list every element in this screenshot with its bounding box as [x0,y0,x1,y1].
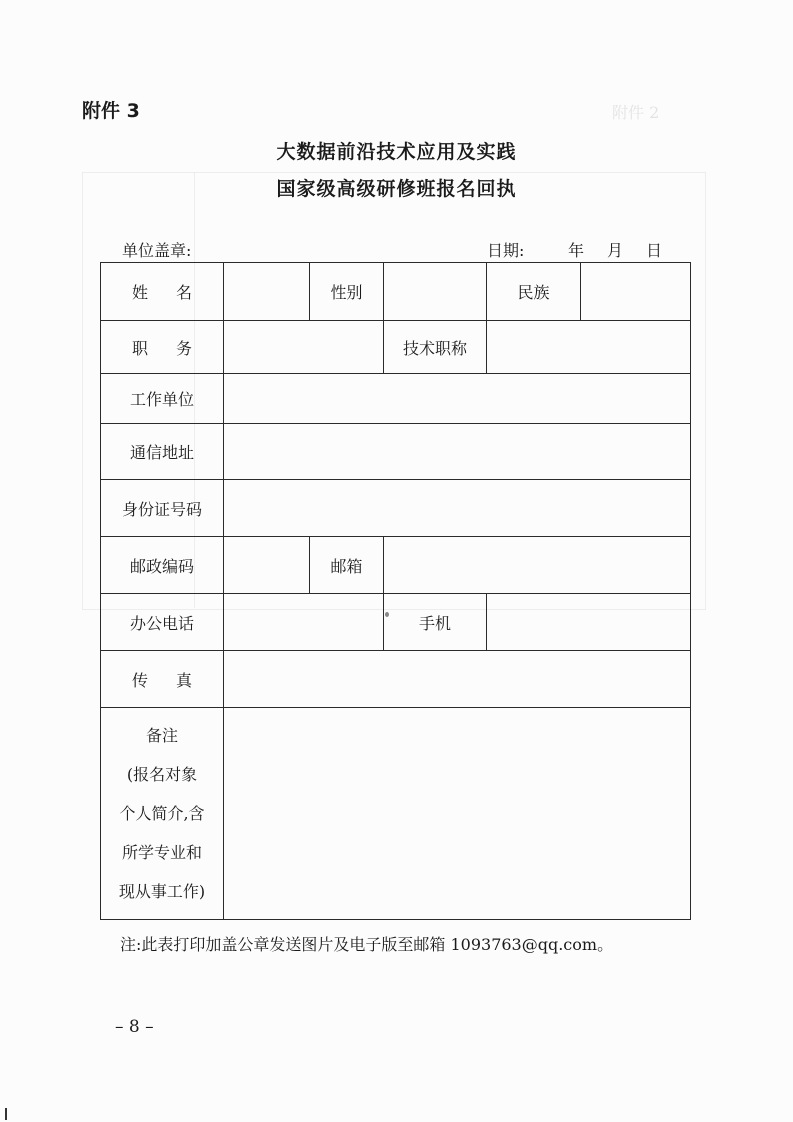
id-number-field[interactable] [224,480,691,537]
remarks-line: 所学专业和 [121,843,202,862]
table-row [101,321,691,374]
table-row [101,708,691,920]
remarks-field[interactable] [224,708,691,920]
table-row [101,424,691,480]
remarks-label [101,708,224,920]
remarks-line: 个人简介,含 [119,804,205,823]
date-day-label: 日 [646,241,663,260]
address-field[interactable] [224,424,691,480]
work-unit-label: 工作单位 [101,374,224,424]
id-number-label: 身份证号码 [101,480,224,537]
office-phone-label: 办公电话 [101,594,224,651]
ethnicity-label: 民族 [487,263,581,321]
remarks-line: 备注 [145,726,178,745]
email-field[interactable] [384,537,691,594]
office-phone-field[interactable] [224,594,384,651]
work-unit-field[interactable] [224,374,691,424]
form-subtitle: 国家级高级研修班报名回执 [276,178,517,200]
ethnicity-field[interactable] [581,263,691,321]
tech-title-label: 技术职称 [384,321,487,374]
postcode-label: 邮政编码 [101,537,224,594]
email-label: 邮箱 [310,537,384,594]
date-label: 日期: [487,241,525,260]
fax-field[interactable] [224,651,691,708]
bleedthrough-text: 附件 2 [612,103,660,122]
postcode-field[interactable] [224,537,310,594]
fax-label: 传真 [101,651,224,708]
date-month-label: 月 [607,241,624,260]
table-row [101,651,691,708]
position-field[interactable] [224,321,384,374]
name-field[interactable] [224,263,310,321]
address-label: 通信地址 [101,424,224,480]
date-year-label: 年 [568,241,585,260]
seal-label: 单位盖章: [122,241,192,260]
scan-speck [385,612,389,617]
mobile-field[interactable] [487,594,691,651]
remarks-line: 现从事工作) [118,882,206,901]
table-row [101,374,691,424]
scan-mark [5,1108,7,1120]
tech-title-field[interactable] [487,321,691,374]
gender-label: 性别 [310,263,384,321]
table-row [101,480,691,537]
footer-note: 注:此表打印加盖公章发送图片及电子版至邮箱 1093763@qq.com。 [120,935,614,954]
attachment-label: 附件 3 [82,100,140,122]
table-row [101,537,691,594]
gender-field[interactable] [384,263,487,321]
name-label: 姓名 [101,263,224,321]
position-label: 职务 [101,321,224,374]
mobile-label: 手机 [384,594,487,651]
page-number: – 8 – [115,1017,154,1037]
remarks-line: (报名对象 [126,765,198,784]
form-title: 大数据前沿技术应用及实践 [276,141,517,163]
table-row [101,263,691,321]
table-row [101,594,691,651]
registration-form-table [100,262,691,920]
